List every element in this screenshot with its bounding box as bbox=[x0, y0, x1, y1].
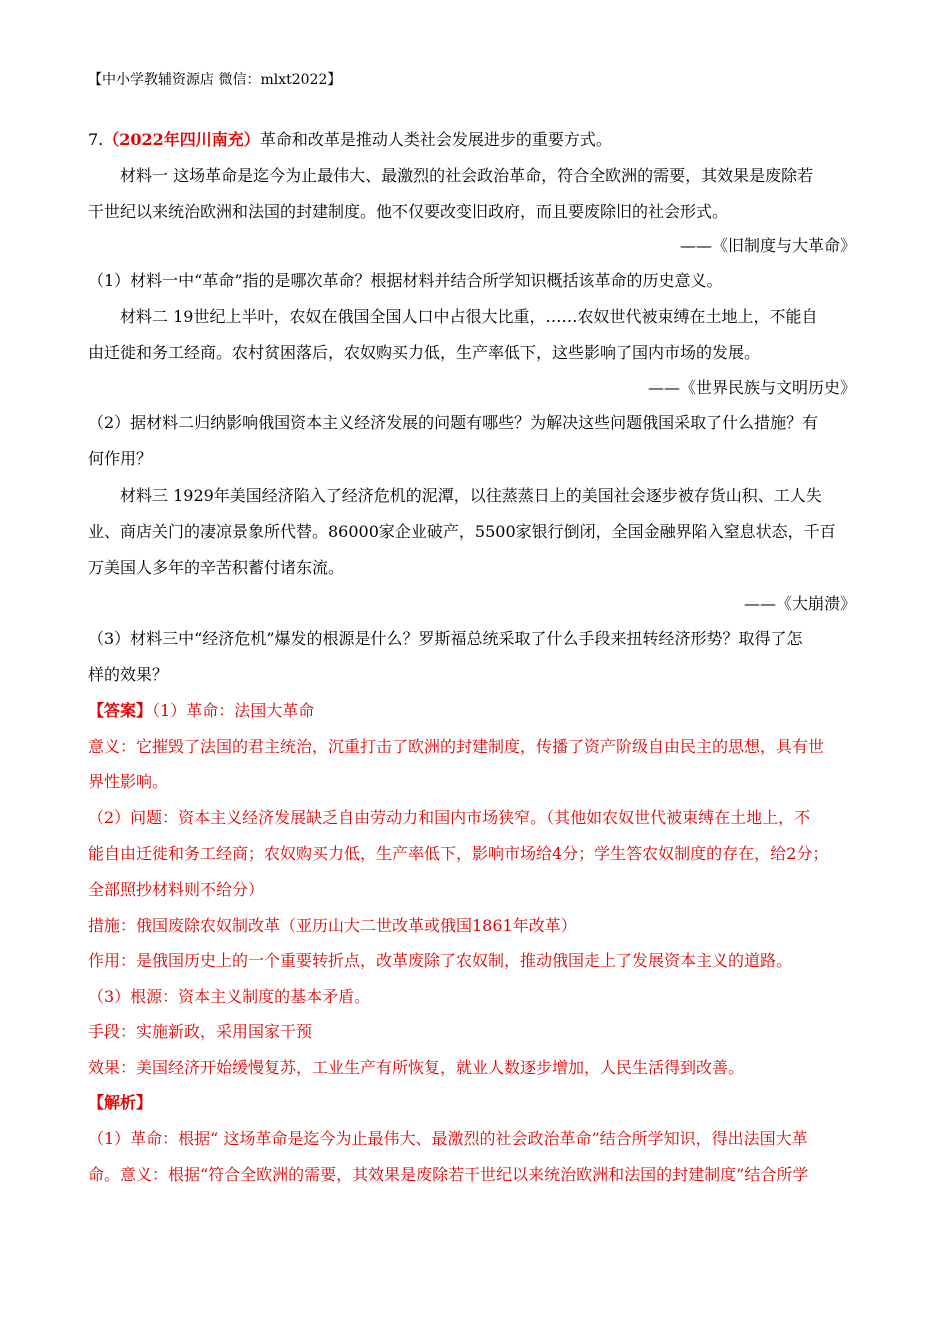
header-watermark: 【中小学教辅资源店 微信：mlxt2022】 bbox=[88, 72, 342, 88]
answer3-result: 效果：美国经济开始缓慢复苏，工业生产有所恢复，就业人数逐步增加，人民生活得到改善。 bbox=[88, 1058, 745, 1077]
answer2-line2: 能自由迁徙和务工经商；农奴购买力低，生产率低下，影响市场给4分；学生答农奴制度的存在，给2分； bbox=[88, 844, 829, 863]
question-stem bbox=[88, 130, 612, 150]
material1-line2: 干世纪以来统治欧洲和法国的封建制度。他不仅要改变旧政府，而且要废除旧的社会形式。 bbox=[88, 202, 729, 221]
answer1-revolution: （1）革命：法国大革命 bbox=[152, 701, 315, 720]
material1-line1: 材料一 这场革命是迄今为止最伟大、最激烈的社会政治革命，符合全欧洲的需要，其效果是废除若 bbox=[120, 166, 814, 185]
answer3-means: 手段：实施新政，采用国家干预 bbox=[88, 1022, 313, 1041]
material3-line2: 业、商店关门的凄凉景象所代替。86000家企业破产，5500家银行倒闭，全国金融界陷入窒息状态，千百 bbox=[88, 522, 836, 541]
answer2-line3: 全部照抄材料则不给分） bbox=[88, 880, 265, 899]
answer3-root: （3）根源：资本主义制度的基本矛盾。 bbox=[88, 987, 371, 1006]
analysis-label: 【解析】 bbox=[88, 1093, 153, 1112]
analysis-line2: 命。意义：根据“符合全欧洲的需要，其效果是废除若干世纪以来统治欧洲和法国的封建制度”结合所学 bbox=[88, 1165, 809, 1184]
answer-label: 【答案】 bbox=[88, 701, 153, 720]
material3-line1: 材料三 1929年美国经济陷入了经济危机的泥潭，以往蒸蒸日上的美国社会逐步被存货山积、工人失 bbox=[120, 486, 822, 505]
question-number: 7. bbox=[88, 130, 104, 149]
answer-line1 bbox=[88, 701, 314, 721]
material1-source: ——《旧制度与大革命》 bbox=[679, 236, 856, 255]
question-tag: （2022年四川南充） bbox=[103, 130, 260, 149]
question3-line2: 样的效果？ bbox=[88, 665, 169, 684]
answer2-effect: 作用：是俄国历史上的一个重要转折点，改革废除了农奴制，推动俄国走上了发展资本主义的道路。 bbox=[88, 951, 793, 970]
question3-line1: （3）材料三中“经济危机”爆发的根源是什么？罗斯福总统采取了什么手段来扭转经济形势？取得了怎 bbox=[88, 629, 803, 648]
question1: （1）材料一中“革命”指的是哪次革命？根据材料并结合所学知识概括该革命的历史意义。 bbox=[88, 271, 723, 290]
material2-source: ——《世界民族与文明历史》 bbox=[647, 378, 856, 397]
material2-line2: 由迁徙和务工经商。农村贫困落后，农奴购买力低，生产率低下，这些影响了国内市场的发展。 bbox=[88, 343, 761, 362]
question2-line1: （2）据材料二归纳影响俄国资本主义经济发展的问题有哪些？为解决这些问题俄国采取了什么措施？有 bbox=[88, 413, 819, 432]
analysis-line1: （1）革命：根据“ 这场革命是迄今为止最伟大、最激烈的社会政治革命”结合所学知识，得出法国大革 bbox=[88, 1129, 808, 1148]
answer2-line1: （2）问题：资本主义经济发展缺乏自由劳动力和国内市场狭窄。（其他如农奴世代被束缚在土地上，不 bbox=[88, 808, 811, 827]
answer1-meaning-line2: 界性影响。 bbox=[88, 772, 169, 791]
material3-line3: 万美国人多年的辛苦积蓄付诸东流。 bbox=[88, 558, 345, 577]
answer2-measure: 措施：俄国废除农奴制改革（亚历山大二世改革或俄国1861年改革） bbox=[88, 916, 577, 935]
material3-source: ——《大崩溃》 bbox=[743, 594, 856, 613]
material2-line1: 材料二 19世纪上半叶，农奴在俄国全国人口中占很大比重，……农奴世代被束缚在土地上，不能自 bbox=[120, 307, 818, 326]
question-text: 革命和改革是推动人类社会发展进步的重要方式。 bbox=[259, 130, 612, 149]
answer1-meaning-line1: 意义：它摧毁了法国的君主统治，沉重打击了欧洲的封建制度，传播了资产阶级自由民主的思想，具有世 bbox=[88, 737, 825, 756]
question2-line2: 何作用？ bbox=[88, 449, 153, 468]
